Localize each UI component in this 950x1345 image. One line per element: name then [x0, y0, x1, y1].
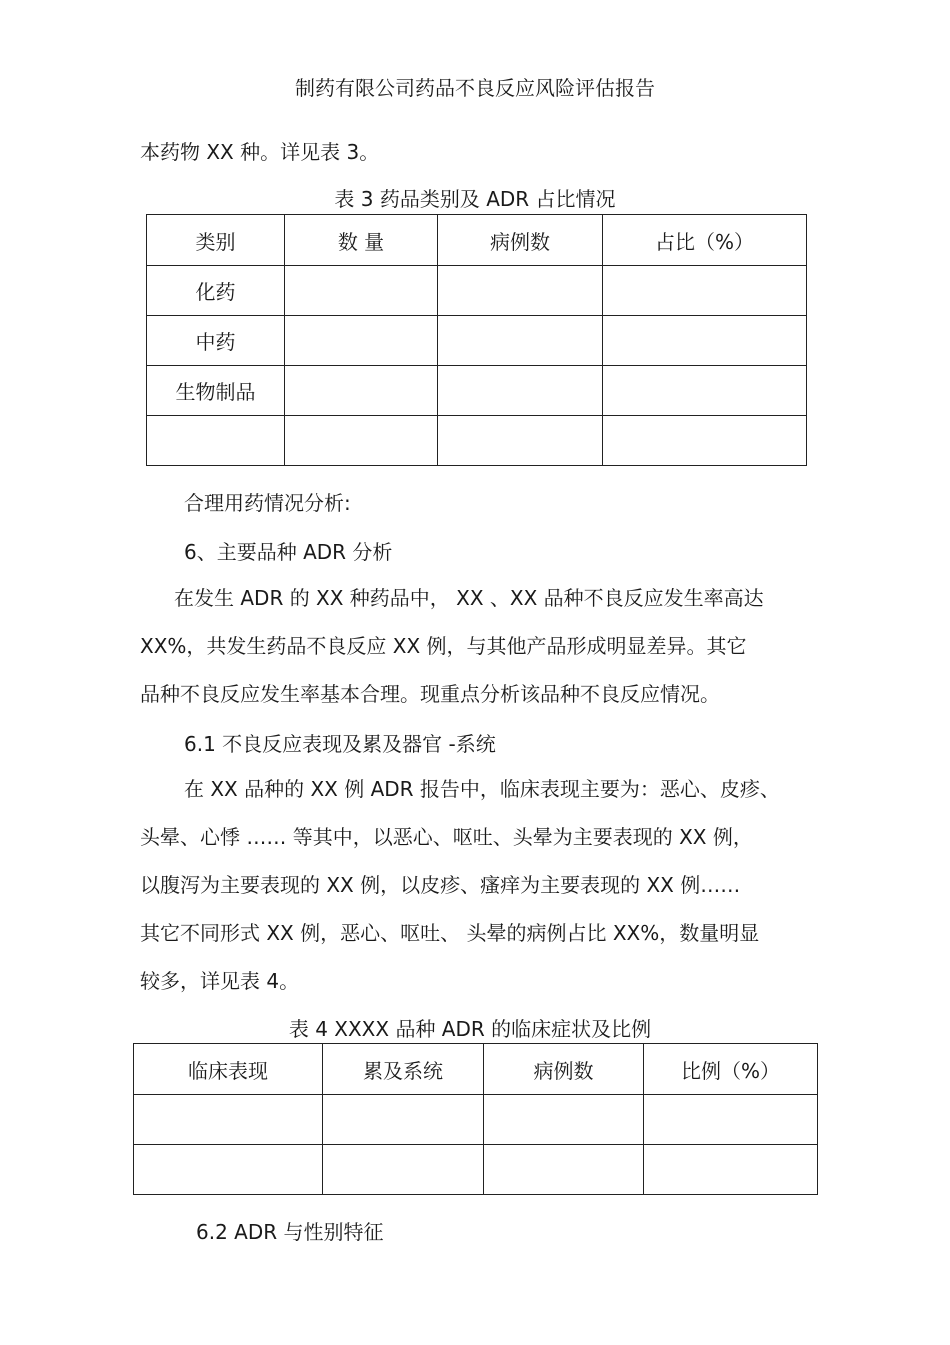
section-6-1-line-4: 其它不同形式 XX 例，恶心、呕吐、 头晕的病例占比 XX%，数量明显	[140, 921, 760, 945]
table4-caption: 表 4 XXXX 品种 ADR 的临床症状及比例	[288, 1017, 652, 1041]
table3	[146, 214, 807, 466]
table-row	[147, 416, 807, 466]
table4-header-cell: 临床表现	[134, 1044, 323, 1095]
section-6-1-heading: 6.1 不良反应表现及累及器官 -系统	[184, 732, 496, 756]
table4-cell	[134, 1145, 323, 1195]
table3-caption: 表 3 药品类别及 ADR 占比情况	[334, 187, 616, 211]
section-6-line-1: 在发生 ADR 的 XX 种药品中， XX 、XX 品种不良反应发生率高达	[174, 586, 764, 610]
section-6-1-line-1: 在 XX 品种的 XX 例 ADR 报告中，临床表现主要为：恶心、皮疹、	[184, 777, 780, 801]
section-6-1-line-5: 较多，详见表 4。	[140, 969, 300, 993]
table3-cell	[285, 266, 438, 316]
table3-cell	[438, 316, 603, 366]
table4-cell	[644, 1095, 818, 1145]
paragraph-intro: 本药物 XX 种。详见表 3。	[140, 140, 380, 164]
table3-cell	[603, 316, 807, 366]
table3-header-cell: 占比（%）	[603, 215, 807, 266]
table4	[133, 1043, 818, 1195]
table4-cell	[134, 1095, 323, 1145]
table4-header-row	[134, 1044, 818, 1095]
table3-cell	[285, 416, 438, 466]
paragraph-rational-use: 合理用药情况分析:	[184, 491, 351, 515]
table4-header-cell: 比例（%）	[644, 1044, 818, 1095]
table4-cell	[644, 1145, 818, 1195]
table3-header-cell: 数 量	[285, 215, 438, 266]
table4-cell	[484, 1145, 644, 1195]
table3-cell	[603, 366, 807, 416]
table4-cell	[323, 1145, 484, 1195]
table3-cell	[438, 266, 603, 316]
table3-cell: 中药	[147, 316, 285, 366]
table3-cell	[438, 366, 603, 416]
table3-cell	[285, 366, 438, 416]
table3-cell: 化药	[147, 266, 285, 316]
table3-cell	[603, 266, 807, 316]
section-6-1-line-3: 以腹泻为主要表现的 XX 例，以皮疹、瘙痒为主要表现的 XX 例……	[140, 873, 741, 897]
table3-cell: 生物制品	[147, 366, 285, 416]
table-row	[147, 366, 807, 416]
table-row	[134, 1095, 818, 1145]
table4-header-cell: 累及系统	[323, 1044, 484, 1095]
table3-cell	[438, 416, 603, 466]
section-6-heading: 6、主要品种 ADR 分析	[184, 540, 393, 564]
table3-header-cell: 类别	[147, 215, 285, 266]
section-6-2-heading: 6.2 ADR 与性别特征	[196, 1220, 384, 1244]
table4-cell	[323, 1095, 484, 1145]
table-row	[147, 266, 807, 316]
page-title: 制药有限公司药品不良反应风险评估报告	[295, 76, 655, 100]
section-6-1-line-2: 头晕、心悸 …… 等其中，以恶心、呕吐、头晕为主要表现的 XX 例，	[140, 825, 753, 849]
section-6-line-3: 品种不良反应发生率基本合理。现重点分析该品种不良反应情况。	[140, 682, 720, 706]
table3-header-row	[147, 215, 807, 266]
table4-header-cell: 病例数	[484, 1044, 644, 1095]
table3-header-cell: 病例数	[438, 215, 603, 266]
section-6-line-2: XX%，共发生药品不良反应 XX 例，与其他产品形成明显差异。其它	[140, 634, 747, 658]
table3-cell	[147, 416, 285, 466]
table-row	[134, 1145, 818, 1195]
table-row	[147, 316, 807, 366]
table4-cell	[484, 1095, 644, 1145]
table3-cell	[603, 416, 807, 466]
table3-cell	[285, 316, 438, 366]
